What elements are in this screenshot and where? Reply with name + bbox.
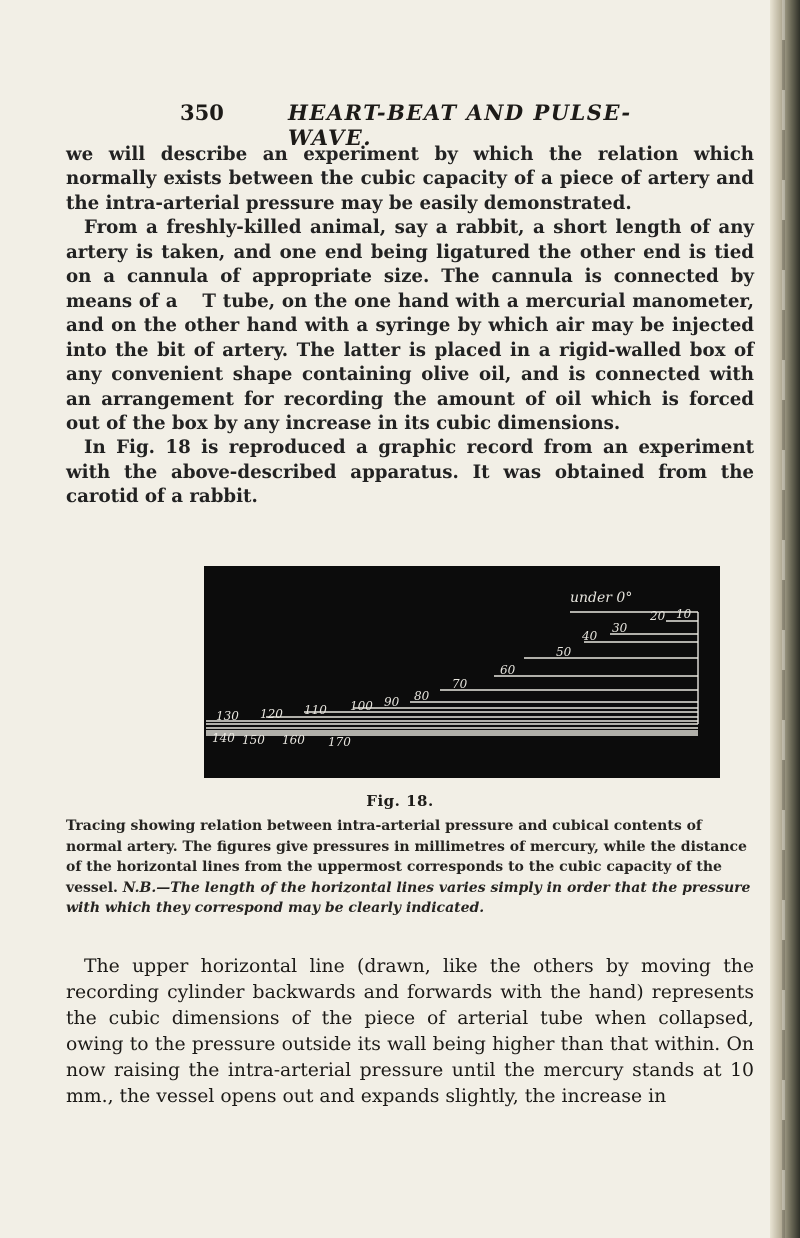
label-110: 110	[304, 703, 327, 717]
figure-18-tracing	[204, 566, 720, 778]
caption-text: Tracing showing relation between intra-arterial pressure and cubical contents of normal artery. The figures give pressures in millimetres of mercury, while the distance of the horizontal lines from the uppermost corresponds to the cubic capacity of the vessel.	[66, 818, 747, 896]
label-80: 80	[414, 689, 430, 703]
paragraph-figure-intro: In Fig. 18 is reproduced a graphic record from an experiment with the above-described apparatus. It was obtained from the carotid of a rabbit.	[66, 437, 754, 508]
label-160: 160	[282, 733, 305, 747]
label-170: 170	[328, 735, 351, 749]
body-text-upper	[66, 143, 754, 510]
caption-nota-bene: N.B.—The length of the horizontal lines varies simply in order that the pressure with which they correspond may be clearly indicated.	[66, 879, 751, 917]
label-40: 40	[582, 629, 598, 643]
label-30: 30	[612, 621, 628, 635]
label-50: 50	[556, 645, 572, 659]
figure-caption	[66, 816, 754, 919]
page-header	[180, 96, 680, 150]
figure-number: Fig. 18.	[366, 792, 434, 810]
paragraph-method-part2: tube, on the one hand with a mercurial manometer, and on the other hand with a syringe by which air may be injected into the bit of artery. The latter is placed in a rigid-walled box of any convenient shape containing olive oil, and is connected with an arrangement for recording the amount of oil which is forced out of the box by any increase in its cubic dimensions.	[66, 290, 754, 434]
label-60: 60	[500, 663, 516, 677]
paragraph-upper-line: The upper horizontal line (drawn, like the others by moving the recording cylinder backwards and forwards with the hand) represents the cubic dimensions of the piece of arterial tube when collapsed, owing to the pressure outside its wall being higher than that within. On now raising the intra-arterial pressure until the mercury stands at 10 mm., the vessel opens out and expands slightly, the increase in	[66, 956, 754, 1107]
t-tube-glyph: T	[202, 290, 216, 312]
paragraph-method	[66, 216, 754, 436]
paragraph-continued: we will describe an experiment by which the relation which normally exists between the cubic capacity of a piece of artery and the intra-arterial pressure may be easily demonstrated.	[66, 144, 754, 214]
label-100: 100	[350, 699, 373, 713]
body-text-lower	[66, 954, 754, 1110]
label-140: 140	[212, 731, 235, 745]
label-10: 10	[676, 607, 692, 621]
label-120: 120	[260, 707, 283, 721]
label-90: 90	[384, 695, 400, 709]
book-spine-edge	[770, 0, 800, 1238]
label-150: 150	[242, 733, 265, 747]
label-70: 70	[452, 677, 468, 691]
paragraph-method-part1: From a freshly-killed animal, say a rabbit, a short length of any artery is taken, and one end being ligatured the other end is tied on a cannula of appropriate size. The cannula is connected by means of a	[66, 217, 754, 312]
tracing-svg	[204, 566, 720, 778]
label-130: 130	[216, 709, 239, 723]
label-under-zero: under 0°	[570, 590, 633, 606]
running-head: HEART-BEAT AND PULSE-WAVE.	[288, 100, 632, 150]
label-20: 20	[650, 609, 666, 623]
page-number: 350	[180, 100, 224, 125]
